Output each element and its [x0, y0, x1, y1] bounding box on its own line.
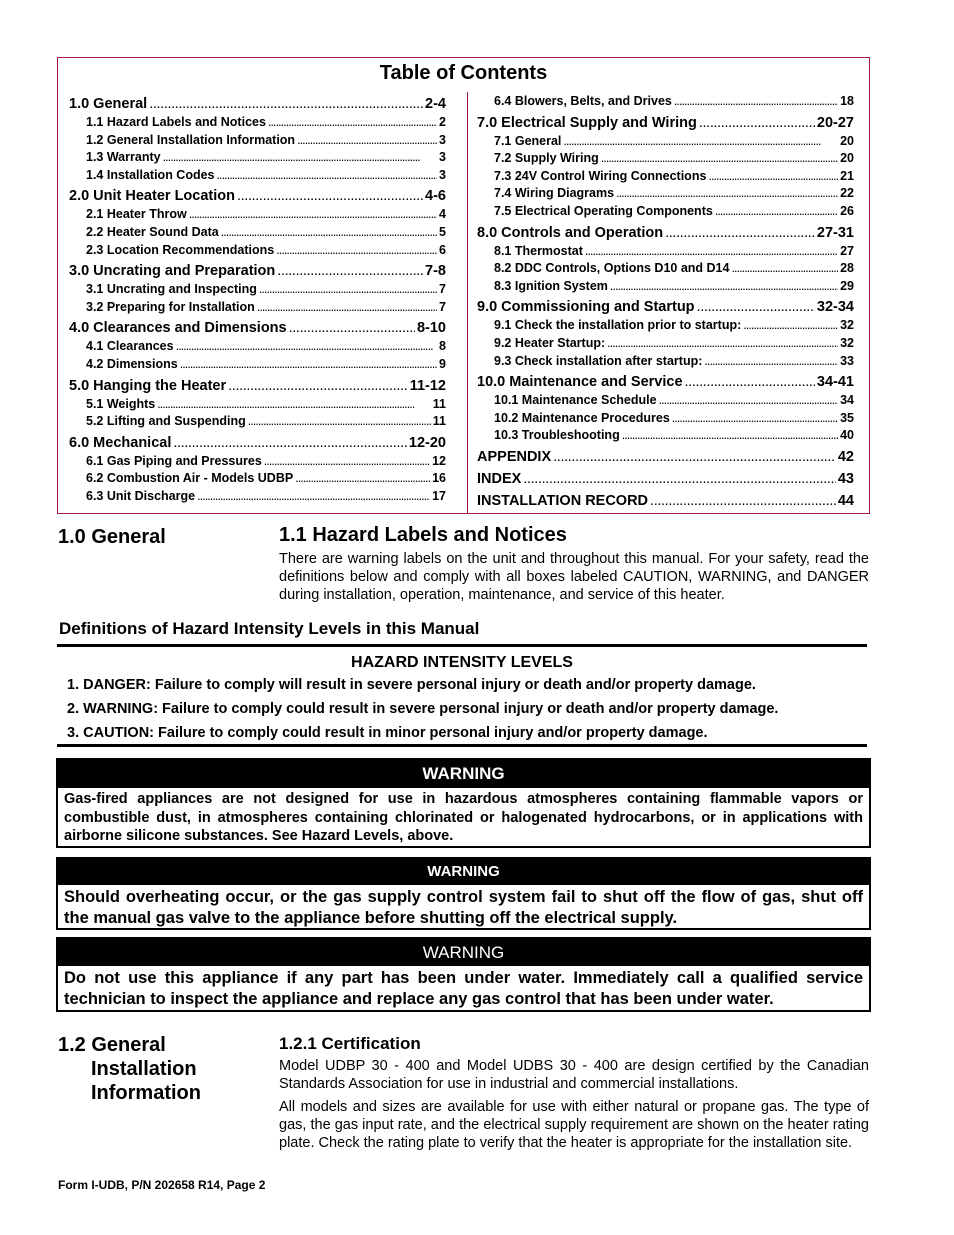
section-heading-installation: [58, 1033, 201, 1105]
toc-entry-label: 3.1 Uncrating and Inspecting: [86, 282, 257, 297]
toc-chapter-entry: [69, 263, 446, 282]
toc-leader-dots: [523, 471, 836, 487]
toc-entry-label: 6.4 Blowers, Belts, and Drives: [494, 94, 672, 108]
toc-entry-page: 32: [840, 318, 854, 333]
hazard-level-item: 2. WARNING: Failure to comply could result in severe personal injury or death and/or property damage.: [67, 701, 779, 717]
warning-box: [56, 758, 871, 848]
toc-entry-label: 4.0 Clearances and Dimensions: [69, 320, 287, 337]
toc-entry-label: 1.3 Warranty: [86, 150, 161, 165]
hazard-levels-heading: HAZARD INTENSITY LEVELS: [351, 654, 573, 671]
toc-chapter-entry: [69, 435, 446, 454]
toc-leader-dots: [297, 133, 437, 147]
warning-text: Do not use this appliance if any part has been under water. Immediately call a qualified service technician to inspect the appliance and replace any gas control that has been under water.: [64, 969, 863, 1008]
warning-title: WARNING: [58, 939, 869, 966]
hazard-level-item: 1. DANGER: Failure to comply will result in severe personal injury or death and/or property damage.: [67, 677, 756, 693]
page-footer: Form I-UDB, P/N 202658 R14, Page 2: [58, 1178, 266, 1192]
toc-section-entry: [69, 339, 446, 357]
toc-leader-dots: [221, 225, 437, 239]
toc-entry-page: 42: [837, 448, 854, 465]
toc-leader-dots: [295, 471, 430, 485]
installation-heading-line: 1.2 General: [58, 1034, 166, 1056]
toc-leader-dots: [563, 134, 838, 148]
toc-leader-dots: [601, 151, 838, 165]
toc-entry-page: 44: [837, 492, 854, 509]
toc-entry-label: 8.2 DDC Controls, Options D10 and D14: [494, 261, 730, 276]
toc-leader-dots: [699, 115, 815, 131]
toc-leader-dots: [163, 150, 437, 164]
hazard-levels-box: [57, 644, 867, 747]
toc-chapter-entry: [69, 188, 446, 207]
toc-entry-page: 29: [840, 278, 854, 293]
toc-section-entry: [69, 471, 446, 489]
toc-leader-dots: [674, 94, 838, 108]
toc-entry-label: 2.3 Location Recommendations: [86, 242, 275, 257]
toc-leader-dots: [704, 354, 838, 368]
toc-entry-page: 20-27: [816, 114, 854, 131]
toc-chapter-entry: [477, 225, 854, 244]
toc-entry-label: 8.3 Ignition System: [494, 278, 608, 293]
toc-leader-dots: [173, 435, 407, 451]
toc-entry-label: 8.0 Controls and Operation: [477, 224, 664, 241]
toc-leader-dots: [585, 244, 838, 258]
toc-entry-label: 10.3 Troubleshooting: [494, 428, 620, 443]
toc-entry-label: 7.3 24V Control Wiring Connections: [494, 168, 707, 183]
toc-entry-label: 5.0 Hanging the Heater: [69, 377, 227, 394]
toc-leader-dots: [264, 454, 430, 468]
toc-leader-dots: [743, 318, 838, 332]
toc-entry-page: 27-31: [816, 224, 854, 241]
toc-leader-dots: [189, 207, 437, 221]
toc-chapter-entry: [69, 96, 446, 115]
toc-entry-label: 3.0 Uncrating and Preparation: [69, 263, 276, 280]
toc-entry-page: 35: [840, 410, 854, 425]
toc-entry-page: 21: [840, 168, 854, 183]
toc-entry-page: 8-10: [416, 320, 446, 337]
toc-section-entry: [477, 393, 854, 411]
toc-section-entry: [477, 261, 854, 279]
toc-section-entry: [69, 133, 446, 151]
toc-entry-label: 2.0 Unit Heater Location: [69, 188, 235, 205]
toc-entry-label: 9.0 Commissioning and Startup: [477, 299, 695, 316]
toc-entry-page: 22: [840, 186, 854, 201]
toc-entry-page: 28: [840, 261, 854, 276]
toc-leader-dots: [157, 397, 431, 411]
toc-leader-dots: [176, 339, 437, 353]
toc-chapter-entry: [477, 115, 854, 134]
toc-section-entry: [69, 243, 446, 261]
toc-leader-dots: [672, 411, 838, 425]
toc-section-entry: [69, 225, 446, 243]
hazard-labels-heading: 1.1 Hazard Labels and Notices: [279, 524, 567, 546]
toc-leader-dots: [149, 96, 423, 112]
toc-leader-dots: [257, 300, 437, 314]
toc-entry-label: 6.3 Unit Discharge: [86, 488, 196, 503]
toc-entry-label: 4.2 Dimensions: [86, 356, 178, 371]
toc-entry-label: INDEX: [477, 470, 522, 487]
warning-text: Gas-fired appliances are not designed for use in hazardous atmospheres containing flammable vapors or combustible dust, in atmospheres containing chlorinated or halogenated hydrocarbons, or in applications with airborne silicone substances. See Hazard Levels, above.: [64, 791, 863, 844]
toc-entry-label: 10.0 Maintenance and Service: [477, 374, 683, 391]
toc-leader-dots: [708, 169, 838, 183]
toc-entry-page: 7-8: [425, 263, 446, 280]
toc-entry-label: 6.0 Mechanical: [69, 434, 172, 451]
toc-leader-dots: [276, 243, 437, 257]
toc-entry-label: 1.4 Installation Codes: [86, 167, 215, 182]
toc-chapter-entry: [477, 299, 854, 318]
toc-leader-dots: [228, 378, 408, 394]
toc-entry-label: 5.2 Lifting and Suspending: [86, 414, 246, 429]
toc-entry-label: 1.2 General Installation Information: [86, 132, 296, 147]
toc-leader-dots: [237, 188, 423, 204]
toc-section-entry: [69, 489, 446, 507]
certification-text: Model UDBP 30 - 400 and Model UDBS 30 - 400 are design certified by the Canadian Standards Association for use in industrial and commercial installations.: [279, 1058, 869, 1093]
toc-entry-page: 26: [840, 203, 854, 218]
toc-entry-label: 6.2 Combustion Air - Models UDBP: [86, 471, 294, 486]
toc-leader-dots: [607, 336, 838, 350]
toc-entry-page: 17: [432, 488, 446, 503]
toc-leader-dots: [610, 279, 838, 293]
toc-entry-label: 7.2 Supply Wiring: [494, 151, 599, 166]
warning-text: Should overheating occur, or the gas supply control system fail to shut off the flow of gas, shut off the manual gas valve to the appliance before shutting off the electrical supply.: [64, 888, 863, 927]
toc-leader-dots: [665, 225, 815, 241]
toc-section-entry: [477, 151, 854, 169]
toc-leader-dots: [616, 186, 838, 200]
toc-leader-dots: [650, 493, 836, 509]
toc-entry-page: 20: [840, 151, 854, 166]
warning-box: [56, 937, 871, 1012]
toc-entry-label: 7.4 Wiring Diagrams: [494, 186, 615, 201]
toc-entry-label: 6.1 Gas Piping and Pressures: [86, 453, 262, 468]
toc-section-entry: [69, 454, 446, 472]
certification-heading: 1.2.1 Certification: [279, 1034, 421, 1053]
installation-heading-line: Installation: [91, 1058, 197, 1080]
toc-entry-page: 12: [432, 453, 446, 468]
toc-section-entry: [69, 300, 446, 318]
toc-entry-page: 2-4: [425, 96, 446, 112]
section-heading-general: 1.0 General: [58, 526, 166, 548]
toc-entry-page: 5: [439, 224, 446, 239]
toc-entry-label: 8.1 Thermostat: [494, 243, 583, 258]
toc-leader-dots: [180, 357, 437, 371]
toc-entry-page: 11: [432, 396, 446, 411]
toc-entry-label: 1.1 Hazard Labels and Notices: [86, 115, 266, 129]
toc-entry-page: 12-20: [408, 434, 446, 451]
toc-section-entry: [69, 115, 446, 133]
warning-title: WARNING: [58, 760, 869, 788]
toc-chapter-entry: [477, 493, 854, 512]
warning-box: [56, 857, 871, 930]
toc-section-entry: [477, 244, 854, 262]
toc-leader-dots: [731, 261, 838, 275]
toc-section-entry: [69, 168, 446, 186]
toc-entry-label: INSTALLATION RECORD: [477, 492, 649, 509]
toc-leader-dots: [685, 374, 815, 390]
toc-leader-dots: [197, 489, 430, 503]
toc-leader-dots: [259, 282, 437, 296]
toc-section-entry: [477, 411, 854, 429]
toc-leader-dots: [217, 168, 438, 182]
toc-entry-page: 4: [439, 207, 446, 222]
toc-entry-label: 7.5 Electrical Operating Components: [494, 203, 713, 218]
toc-section-entry: [477, 169, 854, 187]
installation-heading-line: Information: [91, 1082, 201, 1104]
toc-entry-label: 2.2 Heater Sound Data: [86, 224, 219, 239]
toc-chapter-entry: [477, 449, 854, 468]
toc-leader-dots: [268, 115, 437, 129]
toc-section-entry: [477, 428, 854, 446]
toc-section-entry: [477, 94, 854, 112]
table-of-contents: [57, 57, 870, 514]
toc-entry-page: 43: [837, 470, 854, 487]
toc-entry-label: 3.2 Preparing for Installation: [86, 299, 255, 314]
toc-entry-page: 34: [840, 393, 854, 408]
toc-section-entry: [69, 414, 446, 432]
toc-entry-label: 9.3 Check installation after startup:: [494, 353, 703, 368]
toc-entry-label: 5.1 Weights: [86, 396, 156, 411]
installation-text: All models and sizes are available for use with either natural or propane gas. The type of gas, the gas input rate, and the electrical supply requirement are shown on the heater rating plate. Check the rating plate to verify that the heater is appropriate for the installation site.: [279, 1099, 869, 1152]
toc-entry-label: APPENDIX: [477, 448, 552, 465]
toc-title: Table of Contents: [379, 62, 548, 84]
toc-section-entry: [69, 207, 446, 225]
toc-section-entry: [477, 354, 854, 372]
toc-leader-dots: [289, 320, 415, 336]
toc-leader-dots: [553, 449, 836, 465]
toc-leader-dots: [659, 393, 839, 407]
toc-section-entry: [477, 279, 854, 297]
toc-entry-page: 3: [439, 167, 446, 182]
toc-chapter-entry: [477, 374, 854, 393]
toc-divider: [467, 92, 468, 513]
toc-right-column: [477, 94, 854, 512]
toc-entry-page: 9: [439, 356, 446, 371]
toc-leader-dots: [715, 204, 838, 218]
toc-entry-page: 3: [439, 132, 446, 147]
toc-section-entry: [477, 204, 854, 222]
toc-entry-page: 32: [840, 335, 854, 350]
toc-entry-page: 2: [439, 115, 446, 129]
toc-chapter-entry: [69, 378, 446, 397]
toc-leader-dots: [697, 299, 815, 315]
toc-section-entry: [69, 357, 446, 375]
hazard-level-item: 3. CAUTION: Failure to comply could result in minor personal injury and/or property damage.: [67, 725, 708, 741]
hazard-labels-text: There are warning labels on the unit and throughout this manual. For your safety, read the definitions below and comply with all boxes labeled CAUTION, WARNING, and DANGER during installation, operation, maintenance, and service of this heater.: [279, 551, 869, 604]
toc-entry-label: 7.1 General: [494, 133, 562, 148]
toc-entry-page: 33: [840, 353, 854, 368]
toc-leader-dots: [277, 263, 423, 279]
toc-entry-page: 27: [840, 243, 854, 258]
definitions-title: Definitions of Hazard Intensity Levels in this Manual: [59, 619, 480, 638]
toc-entry-page: 11: [432, 414, 446, 429]
toc-leader-dots: [622, 428, 838, 442]
toc-entry-label: 10.1 Maintenance Schedule: [494, 393, 657, 408]
toc-entry-page: 16: [432, 471, 446, 486]
toc-entry-page: 11-12: [409, 377, 446, 394]
toc-entry-page: 20: [840, 133, 854, 148]
toc-section-entry: [69, 150, 446, 168]
toc-section-entry: [477, 318, 854, 336]
toc-entry-page: 4-6: [425, 188, 446, 205]
toc-entry-label: 2.1 Heater Throw: [86, 207, 187, 222]
toc-chapter-entry: [69, 320, 446, 339]
toc-entry-page: 8: [439, 339, 446, 354]
toc-entry-label: 9.1 Check the installation prior to startup:: [494, 318, 742, 333]
toc-entry-label: 4.1 Clearances: [86, 339, 174, 354]
toc-entry-page: 6: [439, 242, 446, 257]
toc-section-entry: [69, 282, 446, 300]
toc-entry-page: 40: [840, 428, 854, 443]
toc-entry-label: 10.2 Maintenance Procedures: [494, 410, 670, 425]
toc-entry-page: 34-41: [816, 374, 854, 391]
toc-entry-page: 32-34: [816, 299, 854, 316]
toc-entry-label: 9.2 Heater Startup:: [494, 335, 606, 350]
toc-leader-dots: [248, 414, 431, 428]
toc-chapter-entry: [477, 471, 854, 490]
toc-entry-page: 3: [439, 150, 446, 165]
toc-section-entry: [477, 336, 854, 354]
toc-entry-page: 7: [439, 282, 446, 297]
toc-section-entry: [477, 134, 854, 152]
toc-entry-label: 7.0 Electrical Supply and Wiring: [477, 114, 697, 131]
toc-entry-page: 7: [439, 299, 446, 314]
warning-title: WARNING: [58, 859, 869, 885]
toc-entry-label: 1.0 General: [69, 96, 148, 112]
toc-section-entry: [69, 397, 446, 415]
toc-entry-page: 18: [840, 94, 854, 108]
toc-left-column: [69, 93, 446, 507]
toc-section-entry: [477, 186, 854, 204]
